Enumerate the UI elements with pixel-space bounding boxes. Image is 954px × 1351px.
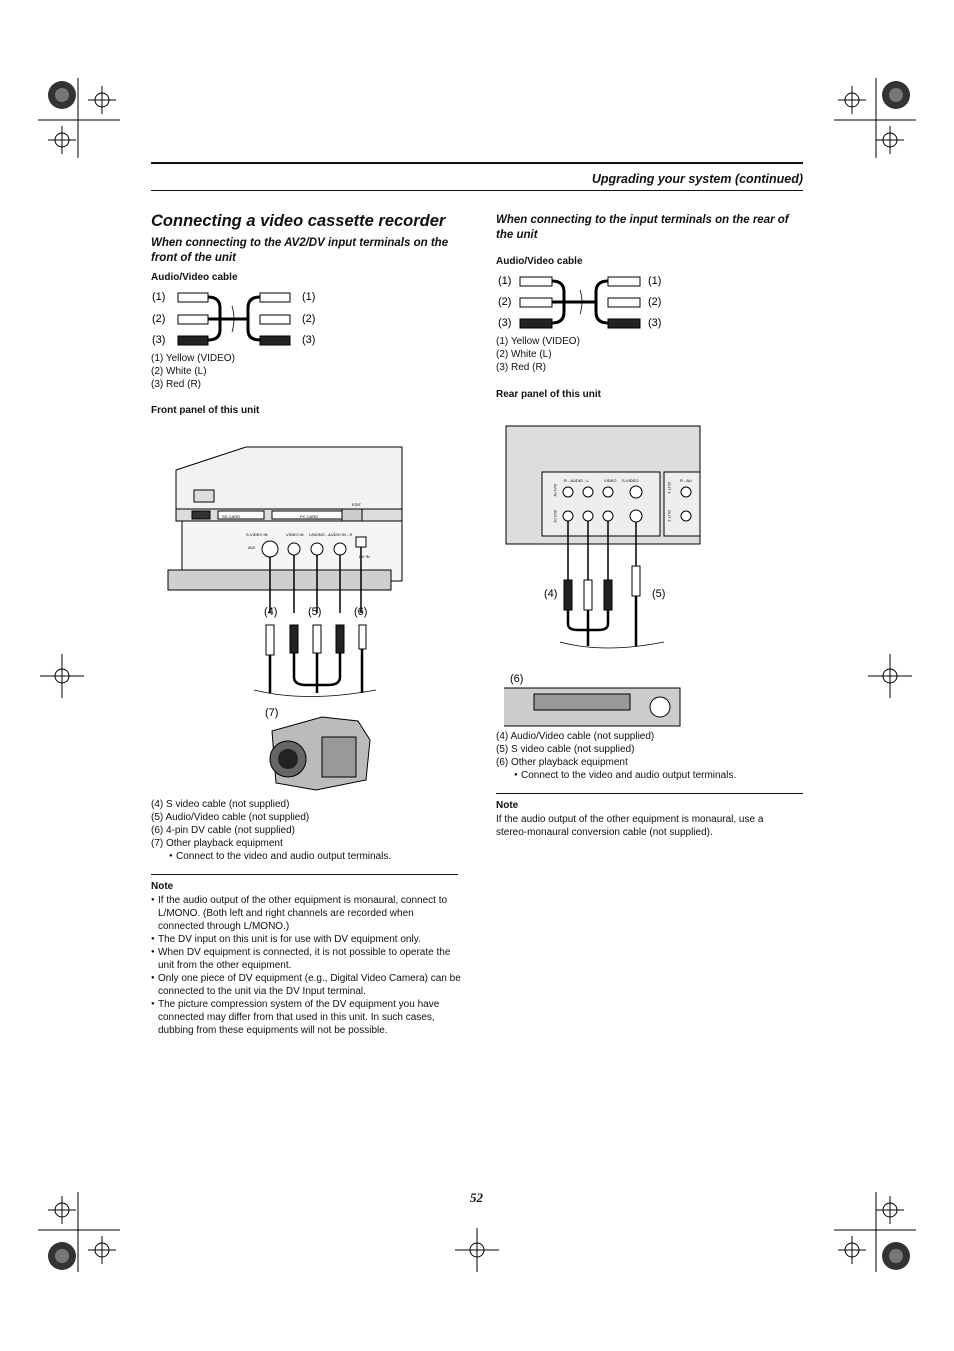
- front-callout-4: (4): [264, 606, 278, 618]
- header-rule-top: [151, 162, 803, 164]
- front-callout-5: (5): [308, 606, 322, 618]
- right-legend-white: (2) White (L): [496, 349, 552, 360]
- svideo-in-text: S-VIDEO IN: [246, 532, 268, 537]
- left-plug-label-1b: (1): [302, 291, 316, 303]
- legend-white: (2) White (L): [151, 366, 207, 377]
- left-note-1: ● If the audio output of the other equipment is monaural, connect to L/MONO. (Both left and right channels are recorded when connected through L/MONO.): [151, 894, 461, 933]
- sd-card-slot-text: SD CARD: [222, 514, 241, 519]
- rear-panel-illustration: [504, 424, 704, 734]
- right-subtitle: When connecting to the input terminals on the rear of the unit: [496, 214, 789, 241]
- right-item-4: (4) Audio/Video cable (not supplied): [496, 731, 655, 742]
- right-av-cable-diagram: [494, 270, 674, 334]
- section-header: Upgrading your system (continued): [591, 172, 803, 186]
- rear-panel-label: Rear panel of this unit: [496, 389, 602, 400]
- vcr-image: [504, 688, 680, 726]
- right-plug-label-2b: (2): [648, 296, 662, 308]
- left-note-3: ● When DV equipment is connected, it is not possible to operate the unit from the other equipment.: [151, 946, 461, 972]
- right-item-5: (5) S video cable (not supplied): [496, 744, 635, 755]
- right-plug-label-1: (1): [498, 275, 512, 287]
- right-note-rule: [496, 793, 803, 794]
- av2-text: AV2: [248, 545, 256, 550]
- left-plug-label-3b: (3): [302, 334, 316, 346]
- rear-audio-text: R - AUDIO - L: [564, 478, 589, 483]
- right-legend-red: (3) Red (R): [496, 362, 547, 373]
- left-notes: [151, 894, 461, 1037]
- left-plug-label-3: (3): [152, 334, 166, 346]
- rear-callout-4: (4): [544, 588, 558, 600]
- right-plug-label-1b: (1): [648, 275, 662, 287]
- page-title: Connecting a video cassette recorder: [151, 212, 446, 230]
- left-items-list: [151, 798, 391, 863]
- rear-svideo-text: S-VIDEO: [622, 478, 639, 483]
- left-item-5: (5) Audio/Video cable (not supplied): [151, 812, 310, 823]
- av3-in-text: AV3 IN: [553, 510, 558, 523]
- rear-callout-6: (6): [510, 673, 524, 685]
- right-plug-label-3b: (3): [648, 317, 662, 329]
- audio-in-text: L/MONO - AUDIO IN - R: [309, 532, 353, 537]
- right-item-6: (6) Other playback equipment: [496, 757, 628, 768]
- page-number: 52: [470, 1190, 483, 1205]
- front-panel-label: Front panel of this unit: [151, 405, 260, 416]
- out1-text: OUT 1: [667, 482, 672, 494]
- out2-text: OUT 2: [667, 510, 672, 522]
- left-plug-label-2: (2): [152, 313, 166, 325]
- rear-callout-5: (5): [652, 588, 666, 600]
- front-callout-6: (6): [354, 606, 368, 618]
- front-callout-7: (7): [265, 707, 279, 719]
- left-av-cable-diagram: [148, 286, 328, 350]
- left-plug-label-1: (1): [152, 291, 166, 303]
- right-legend-yellow: (1) Yellow (VIDEO): [496, 336, 580, 347]
- left-note-rule: [151, 874, 458, 875]
- left-note-2: ● The DV input on this unit is for use with DV equipment only.: [151, 933, 461, 946]
- video-in-text: VIDEO IN: [286, 532, 304, 537]
- left-plug-label-2b: (2): [302, 313, 316, 325]
- right-items-list: [496, 730, 736, 782]
- av1-in-text: AV1 IN: [553, 484, 558, 497]
- right-note-title: Note: [496, 800, 519, 811]
- left-note-title: Note: [151, 881, 174, 892]
- camcorder-image: [270, 717, 370, 790]
- left-note-5: ● The picture compression system of the DV equipment you have connected may differ from that used in this unit. In such cases, dubbing from these equipments will not be possible.: [151, 998, 461, 1037]
- dv-in-text: DV IN: [359, 554, 370, 559]
- left-item-7: (7) Other playback equipment: [151, 838, 283, 849]
- left-color-legend: [151, 352, 235, 391]
- left-item-4: (4) S video cable (not supplied): [151, 799, 290, 810]
- right-plug-label-3: (3): [498, 317, 512, 329]
- left-note-4: ● Only one piece of DV equipment (e.g., Digital Video Camera) can be connected to the unit via the DV Input terminal.: [151, 972, 461, 998]
- left-item-6: (6) 4-pin DV cable (not supplied): [151, 825, 295, 836]
- edit-text: EDIT: [352, 502, 362, 507]
- front-panel-illustration: [166, 445, 406, 805]
- header-rule-bottom: [151, 190, 803, 191]
- legend-red: (3) Red (R): [151, 379, 202, 390]
- right-note-text: If the audio output of the other equipment is monaural, use a stereo-monaural conversion cable (not supplied).: [496, 814, 764, 838]
- rear-video-text: VIDEO: [604, 478, 617, 483]
- right-color-legend: [496, 335, 580, 374]
- left-cable-label: Audio/Video cable: [151, 272, 238, 283]
- left-item-bullet: ● Connect to the video and audio output terminals.: [169, 850, 391, 863]
- legend-yellow: (1) Yellow (VIDEO): [151, 353, 235, 364]
- right-item-bullet: ● Connect to the video and audio output terminals.: [514, 769, 736, 782]
- right-cable-label: Audio/Video cable: [496, 256, 583, 267]
- pc-card-slot-text: PC CARD: [300, 514, 319, 519]
- right-plug-label-2: (2): [498, 296, 512, 308]
- r-au-text: R - AU: [680, 478, 692, 483]
- left-subtitle: When connecting to the AV2/DV input terminals on the front of the unit: [151, 237, 449, 264]
